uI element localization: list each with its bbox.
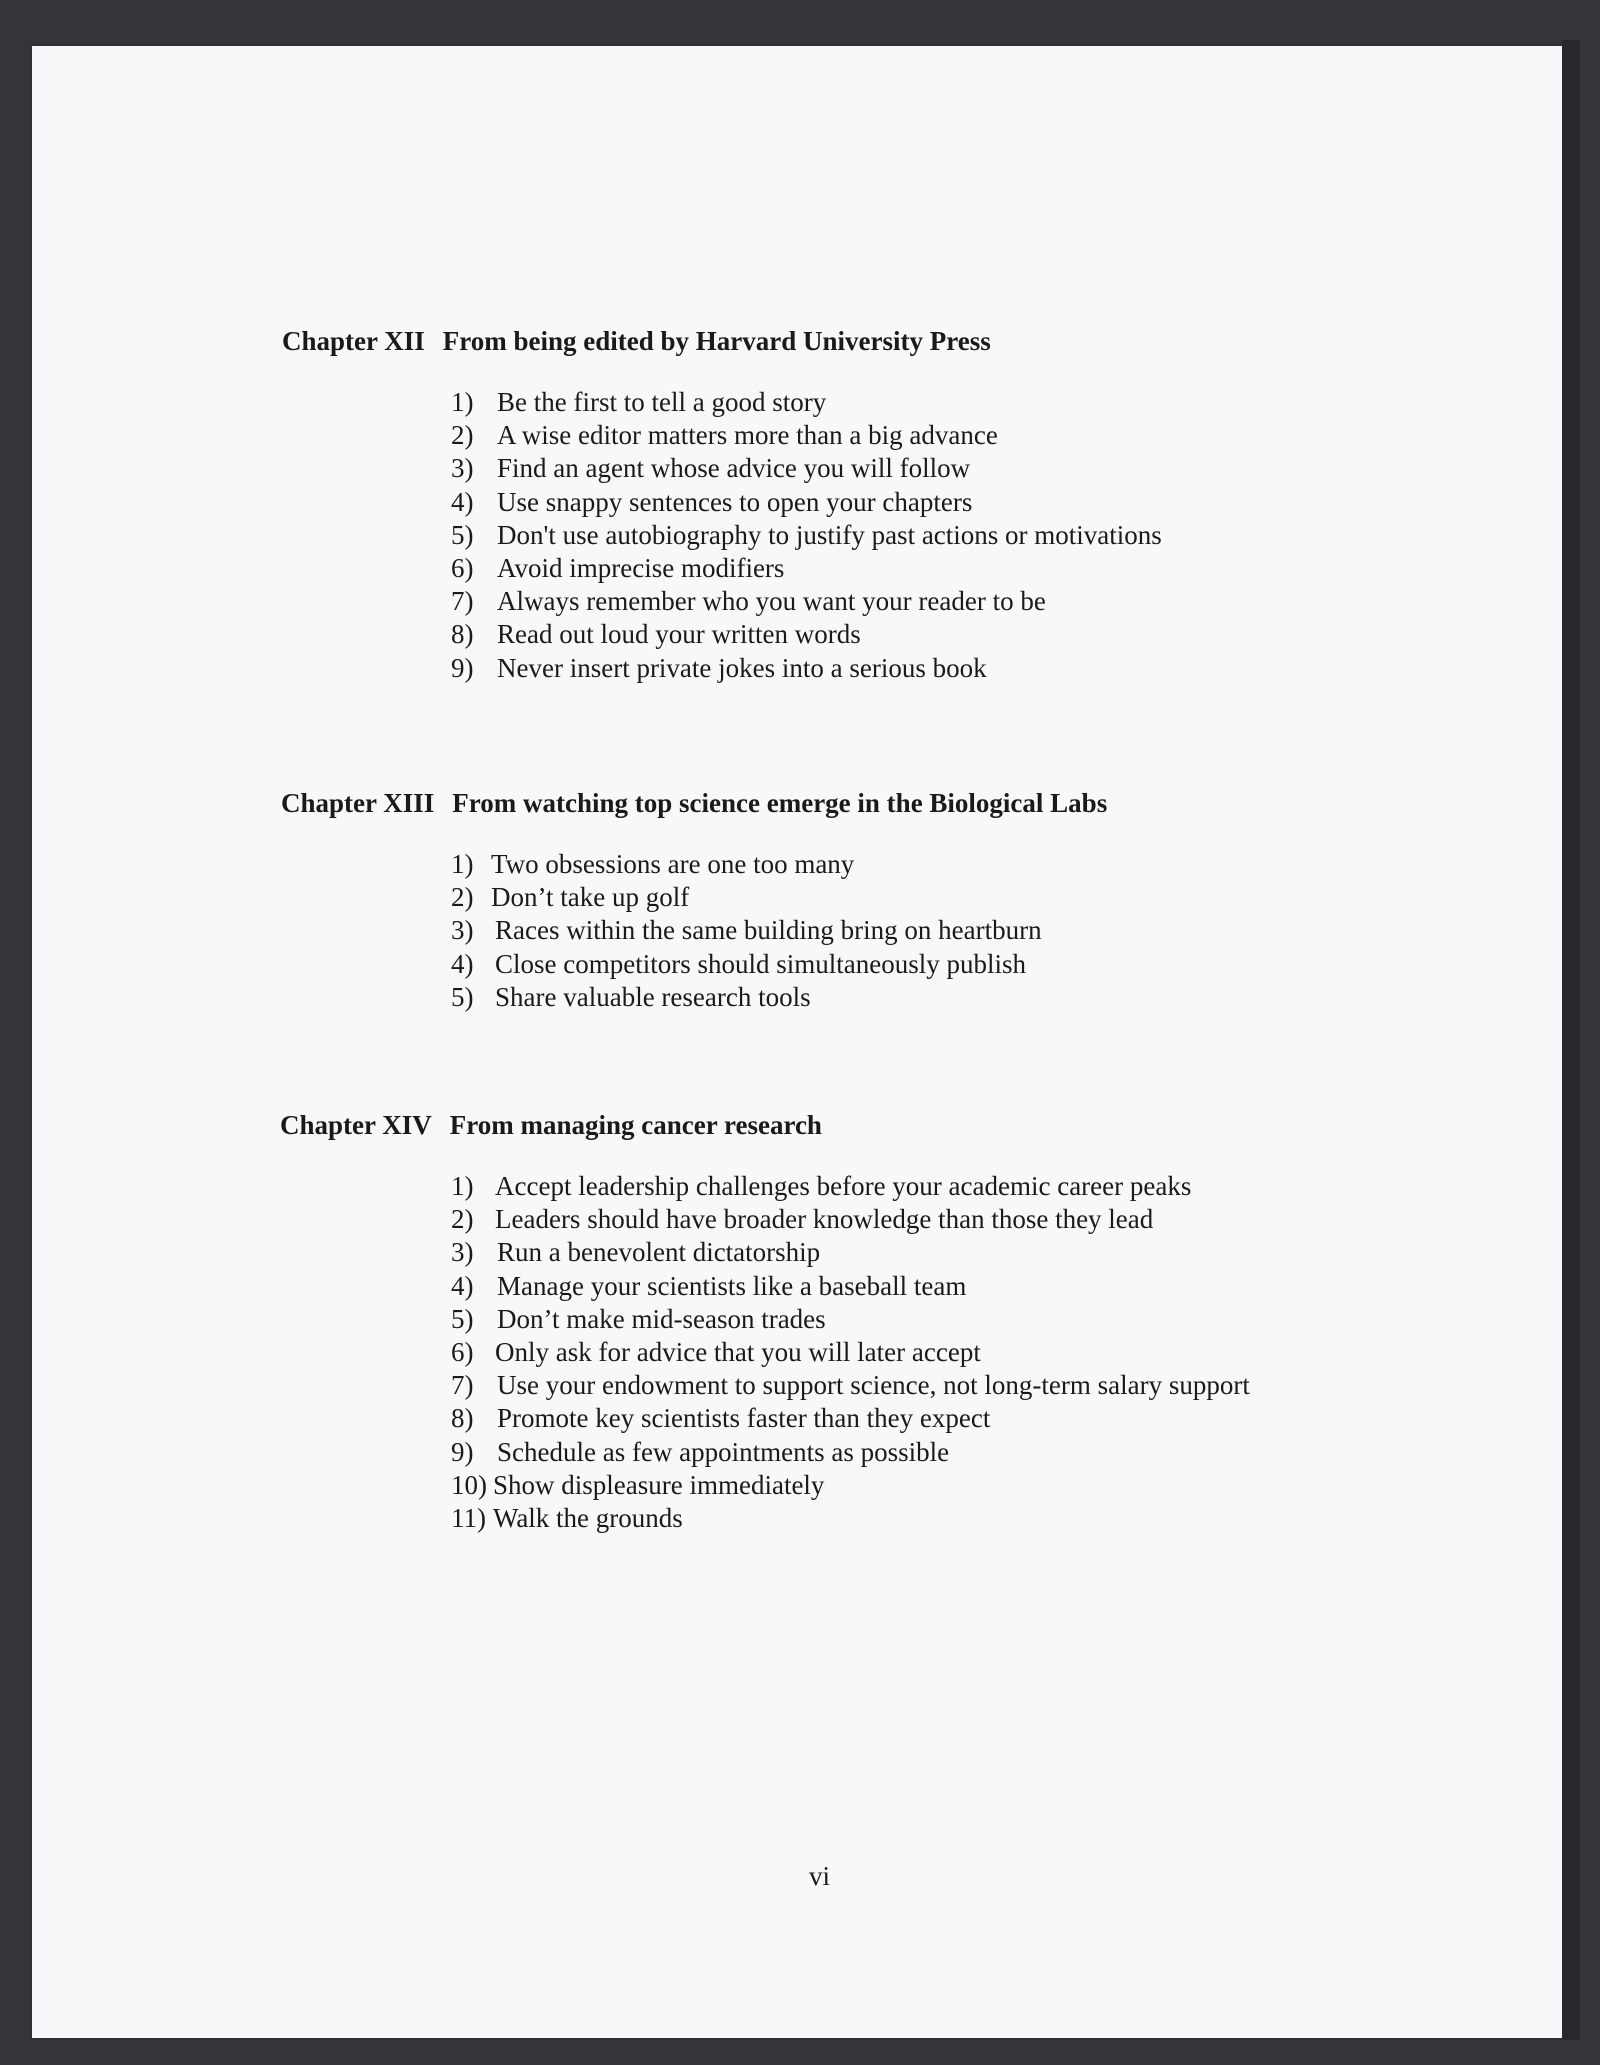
lesson-item: [451, 1236, 1250, 1269]
lesson-number: 9): [451, 652, 474, 683]
lesson-text: Use your endowment to support science, not long-term salary support: [497, 1370, 1250, 1401]
lesson-number: 3): [451, 453, 474, 484]
lesson-item: [451, 1336, 1250, 1369]
chapter-title: From managing cancer research: [449, 1110, 822, 1140]
lesson-text: Leaders should have broader knowledge than those they lead: [495, 1204, 1154, 1235]
lesson-item: [451, 419, 1162, 452]
lesson-item: [451, 1270, 1250, 1303]
lesson-text: Be the first to tell a good story: [497, 387, 827, 417]
lesson-text: Don't use autobiography to justify past actions or motivations: [497, 519, 1162, 550]
lesson-item: [451, 452, 1162, 485]
lesson-item: [451, 1402, 1250, 1435]
lesson-text: Walk the grounds: [493, 1502, 683, 1533]
lesson-item: [451, 618, 1162, 651]
lesson-item: [451, 386, 1162, 419]
lesson-item: [451, 1369, 1250, 1402]
lesson-text: Schedule as few appointments as possible: [497, 1436, 950, 1467]
lesson-number: 1): [451, 1171, 474, 1201]
lesson-item: [451, 981, 1042, 1014]
chapter-number: Chapter XIII: [281, 788, 435, 818]
lesson-text: Use snappy sentences to open your chapters: [497, 486, 973, 517]
lesson-item: [451, 486, 1162, 519]
lesson-text: Don’t make mid-season trades: [497, 1303, 826, 1334]
lesson-item: [451, 652, 1162, 685]
lesson-item: [451, 1203, 1250, 1236]
lesson-text: Show displeasure immediately: [493, 1469, 825, 1500]
lesson-number: 4): [451, 948, 474, 979]
lesson-text: Races within the same building bring on heartburn: [495, 915, 1042, 946]
lesson-item: [451, 948, 1042, 981]
lesson-item: [451, 585, 1162, 618]
lesson-text: Close competitors should simultaneously publish: [495, 948, 1026, 979]
lesson-number: 6): [451, 552, 474, 583]
lesson-number: 2): [451, 882, 474, 913]
lesson-list: [451, 386, 1162, 685]
chapter-heading: [280, 1110, 822, 1141]
lesson-item: [451, 1469, 1250, 1502]
lesson-item: [451, 1502, 1250, 1535]
lesson-text: Accept leadership challenges before your academic career peaks: [495, 1171, 1192, 1201]
lesson-text: Don’t take up golf: [491, 882, 690, 913]
lesson-number: 7): [451, 586, 474, 617]
page-number: vi: [808, 1861, 830, 1891]
lesson-text: Run a benevolent dictatorship: [497, 1237, 821, 1268]
chapter-number: Chapter XII: [282, 326, 425, 356]
lesson-list: [451, 1170, 1250, 1535]
lesson-number: 1): [451, 849, 474, 879]
lesson-item: [451, 1170, 1250, 1203]
lesson-number: 4): [451, 1270, 474, 1301]
lesson-number: 4): [451, 486, 474, 517]
lesson-list: [451, 848, 1042, 1014]
lesson-text: Never insert private jokes into a serious book: [497, 652, 987, 683]
lesson-item: [451, 881, 1042, 914]
lesson-item: [451, 1303, 1250, 1336]
lesson-item: [451, 914, 1042, 947]
chapter-title: From being edited by Harvard University Press: [442, 326, 991, 356]
lesson-number: 5): [451, 981, 474, 1012]
lesson-number: 2): [451, 1204, 474, 1235]
lesson-item: [451, 848, 1042, 881]
lesson-number: 1): [451, 387, 474, 417]
lesson-text: Always remember who you want your reader to be: [497, 586, 1046, 617]
lesson-text: Only ask for advice that you will later accept: [495, 1336, 981, 1367]
lesson-text: Read out loud your written words: [497, 619, 861, 650]
lesson-number: 2): [451, 420, 474, 451]
paper-edge-shadow: [1562, 40, 1580, 2040]
lesson-number: 9): [451, 1436, 474, 1467]
lesson-text: Two obsessions are one too many: [491, 849, 855, 879]
chapter-number: Chapter XIV: [280, 1110, 432, 1140]
lesson-text: Share valuable research tools: [495, 981, 811, 1012]
lesson-number: 3): [451, 1237, 474, 1268]
document-page: [32, 46, 1567, 2038]
lesson-text: Avoid imprecise modifiers: [497, 552, 785, 583]
lesson-number: 5): [451, 1303, 474, 1334]
lesson-item: [451, 1436, 1250, 1469]
lesson-text: Find an agent whose advice you will follow: [497, 453, 971, 484]
lesson-number: 5): [451, 519, 474, 550]
lesson-number: 8): [451, 619, 474, 650]
lesson-number: 10): [451, 1469, 487, 1500]
lesson-text: Promote key scientists faster than they expect: [497, 1403, 991, 1434]
lesson-number: 3): [451, 915, 474, 946]
chapter-heading: [282, 326, 991, 357]
chapter-title: From watching top science emerge in the Biological Labs: [452, 788, 1108, 818]
chapter-heading: [281, 788, 1107, 819]
lesson-item: [451, 519, 1162, 552]
lesson-number: 7): [451, 1370, 474, 1401]
lesson-text: Manage your scientists like a baseball team: [497, 1270, 967, 1301]
lesson-number: 6): [451, 1336, 474, 1367]
lesson-number: 8): [451, 1403, 474, 1434]
lesson-number: 11): [451, 1502, 486, 1533]
lesson-text: A wise editor matters more than a big advance: [497, 420, 998, 451]
lesson-item: [451, 552, 1162, 585]
